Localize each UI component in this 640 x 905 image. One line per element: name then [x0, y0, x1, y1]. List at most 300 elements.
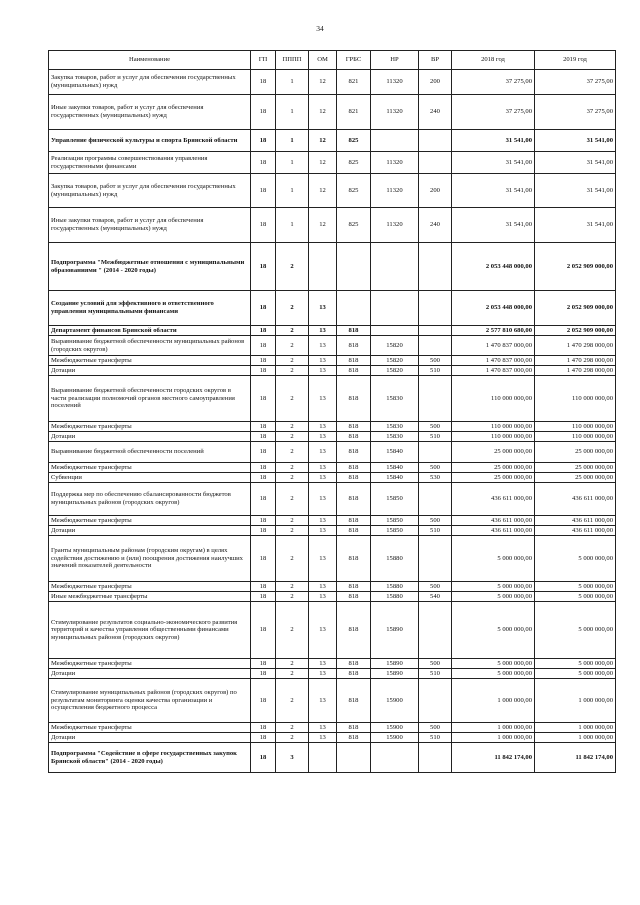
table-row: [49, 473, 616, 483]
table-row: [49, 602, 616, 659]
row-vr-cell: [419, 679, 452, 723]
row-grbs-cell: 818: [337, 659, 371, 669]
table-row: [49, 356, 616, 366]
col-header-gp: ГП: [251, 51, 276, 70]
col-header-2019: 2019 год: [535, 51, 616, 70]
row-pgp-cell: 2: [276, 669, 309, 679]
row-nr-cell: 15840: [371, 463, 419, 473]
row-name-cell: Управление физической культуры и спорта Брянской области: [49, 130, 251, 152]
row-2019-cell: 436 611 000,00: [535, 483, 616, 516]
row-grbs-cell: 821: [337, 70, 371, 95]
row-2018-cell: 2 577 810 680,00: [452, 326, 535, 336]
row-name-cell: Дотации: [49, 526, 251, 536]
row-name-cell: Дотации: [49, 366, 251, 376]
row-2018-cell: 1 470 837 000,00: [452, 356, 535, 366]
row-name-cell: Подпрограмма "Содействие в сфере государственных закупок Брянской области" (2014 - 2020 годы): [49, 743, 251, 773]
row-grbs-cell: 818: [337, 442, 371, 463]
row-2018-cell: 436 611 000,00: [452, 526, 535, 536]
row-grbs-cell: 818: [337, 356, 371, 366]
row-name-cell: Иные межбюджетные трансферты: [49, 592, 251, 602]
row-om-cell: 12: [309, 152, 337, 174]
row-pgp-cell: 2: [276, 733, 309, 743]
row-gp-cell: 18: [251, 473, 276, 483]
row-name-cell: Дотации: [49, 669, 251, 679]
row-2018-cell: 11 842 174,00: [452, 743, 535, 773]
row-om-cell: 13: [309, 483, 337, 516]
row-nr-cell: [371, 326, 419, 336]
row-gp-cell: 18: [251, 743, 276, 773]
row-gp-cell: 18: [251, 483, 276, 516]
row-pgp-cell: 2: [276, 536, 309, 582]
row-gp-cell: 18: [251, 432, 276, 442]
col-header-grbs: ГРБС: [337, 51, 371, 70]
row-gp-cell: 18: [251, 592, 276, 602]
row-nr-cell: [371, 243, 419, 291]
row-nr-cell: 15830: [371, 376, 419, 422]
row-name-cell: Стимулирование муниципальных районов (городских округов) по результатам мониторинга оценки качества организации и осуществления бюджетного процесса: [49, 679, 251, 723]
col-header-name: Наименование: [49, 51, 251, 70]
row-pgp-cell: 2: [276, 432, 309, 442]
row-grbs-cell: 818: [337, 422, 371, 432]
row-grbs-cell: 818: [337, 536, 371, 582]
row-2019-cell: 436 611 000,00: [535, 516, 616, 526]
row-2018-cell: 110 000 000,00: [452, 422, 535, 432]
row-nr-cell: 15840: [371, 442, 419, 463]
row-vr-cell: [419, 536, 452, 582]
row-name-cell: Гранты муниципальным районам (городским округам) в целях содействия достижению и (или) поощрения достижения наилучших значений показателей деятельности: [49, 536, 251, 582]
row-gp-cell: 18: [251, 243, 276, 291]
row-vr-cell: 510: [419, 733, 452, 743]
row-pgp-cell: 2: [276, 326, 309, 336]
table-row: [49, 536, 616, 582]
row-2019-cell: 1 470 298 000,00: [535, 336, 616, 356]
row-name-cell: Субвенции: [49, 473, 251, 483]
row-2018-cell: 5 000 000,00: [452, 669, 535, 679]
table-row: [49, 592, 616, 602]
row-gp-cell: 18: [251, 326, 276, 336]
row-vr-cell: [419, 442, 452, 463]
row-2019-cell: 31 541,00: [535, 208, 616, 243]
table-row: [49, 442, 616, 463]
table-row: [49, 516, 616, 526]
row-om-cell: 13: [309, 432, 337, 442]
row-vr-cell: 500: [419, 723, 452, 733]
table-row: [49, 526, 616, 536]
row-om-cell: 13: [309, 723, 337, 733]
row-2019-cell: 1 470 298 000,00: [535, 356, 616, 366]
table-row: [49, 208, 616, 243]
row-name-cell: Создание условий для эффективного и ответственного управления муниципальными финансами: [49, 291, 251, 326]
row-nr-cell: [371, 130, 419, 152]
table-row: [49, 582, 616, 592]
budget-table: [48, 50, 616, 773]
row-pgp-cell: 2: [276, 679, 309, 723]
row-pgp-cell: 1: [276, 174, 309, 208]
row-om-cell: 13: [309, 733, 337, 743]
row-gp-cell: 18: [251, 679, 276, 723]
table-row: [49, 366, 616, 376]
row-pgp-cell: 2: [276, 602, 309, 659]
row-gp-cell: 18: [251, 174, 276, 208]
row-om-cell: 13: [309, 592, 337, 602]
row-nr-cell: 15880: [371, 582, 419, 592]
row-grbs-cell: 818: [337, 366, 371, 376]
row-gp-cell: 18: [251, 669, 276, 679]
row-vr-cell: 500: [419, 582, 452, 592]
row-om-cell: 12: [309, 208, 337, 243]
row-om-cell: 13: [309, 291, 337, 326]
row-nr-cell: 15890: [371, 659, 419, 669]
row-vr-cell: [419, 483, 452, 516]
row-name-cell: Межбюджетные трансферты: [49, 516, 251, 526]
row-vr-cell: 200: [419, 70, 452, 95]
row-vr-cell: 530: [419, 473, 452, 483]
row-om-cell: 13: [309, 526, 337, 536]
row-vr-cell: 500: [419, 463, 452, 473]
row-nr-cell: 15850: [371, 483, 419, 516]
row-gp-cell: 18: [251, 659, 276, 669]
row-om-cell: 13: [309, 376, 337, 422]
row-name-cell: Поддержка мер по обеспечению сбалансированности бюджетов муниципальных районов (городских округов): [49, 483, 251, 516]
row-nr-cell: 15840: [371, 473, 419, 483]
row-2018-cell: 25 000 000,00: [452, 463, 535, 473]
table-row: [49, 422, 616, 432]
row-pgp-cell: 2: [276, 376, 309, 422]
row-name-cell: Выравнивание бюджетной обеспеченности городских округов в части реализации полномочий органов местного самоуправления поселений: [49, 376, 251, 422]
row-name-cell: Закупка товаров, работ и услуг для обеспечения государственных (муниципальных) нужд: [49, 174, 251, 208]
row-gp-cell: 18: [251, 723, 276, 733]
row-grbs-cell: 818: [337, 483, 371, 516]
row-vr-cell: 500: [419, 659, 452, 669]
row-2019-cell: 2 052 909 000,00: [535, 243, 616, 291]
row-pgp-cell: 1: [276, 70, 309, 95]
row-grbs-cell: 818: [337, 669, 371, 679]
row-2019-cell: 5 000 000,00: [535, 669, 616, 679]
row-nr-cell: 11320: [371, 152, 419, 174]
row-om-cell: 13: [309, 422, 337, 432]
row-name-cell: Межбюджетные трансферты: [49, 422, 251, 432]
col-header-om: ОМ: [309, 51, 337, 70]
row-pgp-cell: 2: [276, 463, 309, 473]
row-om-cell: 13: [309, 536, 337, 582]
row-grbs-cell: 825: [337, 130, 371, 152]
row-vr-cell: [419, 243, 452, 291]
row-om-cell: 13: [309, 679, 337, 723]
row-gp-cell: 18: [251, 376, 276, 422]
row-gp-cell: 18: [251, 733, 276, 743]
row-om-cell: 12: [309, 95, 337, 130]
table-header-row: [49, 51, 616, 70]
row-gp-cell: 18: [251, 70, 276, 95]
row-pgp-cell: 2: [276, 473, 309, 483]
row-2019-cell: 1 470 298 000,00: [535, 366, 616, 376]
table-row: [49, 463, 616, 473]
row-grbs-cell: 821: [337, 95, 371, 130]
row-grbs-cell: 818: [337, 473, 371, 483]
row-gp-cell: 18: [251, 516, 276, 526]
row-vr-cell: 510: [419, 669, 452, 679]
row-pgp-cell: 1: [276, 95, 309, 130]
row-nr-cell: [371, 743, 419, 773]
row-nr-cell: 15820: [371, 356, 419, 366]
table-row: [49, 743, 616, 773]
row-2019-cell: 2 052 909 000,00: [535, 291, 616, 326]
row-grbs-cell: 818: [337, 723, 371, 733]
row-gp-cell: 18: [251, 130, 276, 152]
row-2018-cell: 5 000 000,00: [452, 582, 535, 592]
row-2018-cell: 5 000 000,00: [452, 592, 535, 602]
row-pgp-cell: 2: [276, 659, 309, 669]
row-nr-cell: 11320: [371, 95, 419, 130]
page-number: 34: [316, 24, 324, 33]
row-om-cell: 12: [309, 174, 337, 208]
row-vr-cell: 540: [419, 592, 452, 602]
table-row: [49, 243, 616, 291]
row-2019-cell: 11 842 174,00: [535, 743, 616, 773]
row-grbs-cell: 818: [337, 432, 371, 442]
row-om-cell: 13: [309, 659, 337, 669]
row-2019-cell: 37 275,00: [535, 70, 616, 95]
row-vr-cell: [419, 376, 452, 422]
row-grbs-cell: 818: [337, 516, 371, 526]
row-name-cell: Выравнивание бюджетной обеспеченности муниципальных районов (городских округов): [49, 336, 251, 356]
table-row: [49, 326, 616, 336]
row-gp-cell: 18: [251, 152, 276, 174]
row-pgp-cell: 1: [276, 152, 309, 174]
row-vr-cell: 240: [419, 95, 452, 130]
row-2018-cell: 5 000 000,00: [452, 659, 535, 669]
row-grbs-cell: 818: [337, 582, 371, 592]
row-om-cell: 12: [309, 70, 337, 95]
row-nr-cell: 15890: [371, 669, 419, 679]
row-vr-cell: 500: [419, 422, 452, 432]
row-vr-cell: [419, 152, 452, 174]
row-2019-cell: 1 000 000,00: [535, 723, 616, 733]
row-name-cell: Закупка товаров, работ и услуг для обеспечения государственных (муниципальных) нужд: [49, 70, 251, 95]
row-grbs-cell: 818: [337, 592, 371, 602]
table-row: [49, 336, 616, 356]
row-2019-cell: 1 000 000,00: [535, 679, 616, 723]
row-2019-cell: 25 000 000,00: [535, 473, 616, 483]
row-om-cell: 13: [309, 516, 337, 526]
row-2018-cell: 37 275,00: [452, 70, 535, 95]
row-2018-cell: 1 000 000,00: [452, 679, 535, 723]
row-2019-cell: 436 611 000,00: [535, 526, 616, 536]
row-nr-cell: 11320: [371, 208, 419, 243]
row-gp-cell: 18: [251, 602, 276, 659]
row-gp-cell: 18: [251, 356, 276, 366]
row-vr-cell: 510: [419, 526, 452, 536]
row-vr-cell: [419, 336, 452, 356]
row-name-cell: Выравнивание бюджетной обеспеченности поселений: [49, 442, 251, 463]
row-gp-cell: 18: [251, 208, 276, 243]
row-gp-cell: 18: [251, 366, 276, 376]
row-grbs-cell: 818: [337, 336, 371, 356]
row-gp-cell: 18: [251, 582, 276, 592]
table-row: [49, 152, 616, 174]
col-header-pgp: ПППП: [276, 51, 309, 70]
table-row: [49, 659, 616, 669]
row-nr-cell: 11320: [371, 174, 419, 208]
row-nr-cell: 15900: [371, 679, 419, 723]
table-row: [49, 723, 616, 733]
row-grbs-cell: 825: [337, 208, 371, 243]
row-name-cell: Иные закупки товаров, работ и услуг для обеспечения государственных (муниципальных) нужд: [49, 208, 251, 243]
row-pgp-cell: 2: [276, 356, 309, 366]
row-pgp-cell: 2: [276, 592, 309, 602]
row-nr-cell: 11320: [371, 70, 419, 95]
row-pgp-cell: 2: [276, 582, 309, 592]
row-2018-cell: 31 541,00: [452, 174, 535, 208]
row-om-cell: 13: [309, 463, 337, 473]
row-nr-cell: 15880: [371, 536, 419, 582]
row-vr-cell: [419, 602, 452, 659]
row-pgp-cell: 2: [276, 516, 309, 526]
row-2018-cell: 5 000 000,00: [452, 536, 535, 582]
row-grbs-cell: 818: [337, 376, 371, 422]
row-grbs-cell: 818: [337, 326, 371, 336]
table-row: [49, 174, 616, 208]
table-row: [49, 679, 616, 723]
row-2018-cell: 31 541,00: [452, 130, 535, 152]
row-2019-cell: 110 000 000,00: [535, 432, 616, 442]
row-om-cell: [309, 243, 337, 291]
row-2019-cell: 1 000 000,00: [535, 733, 616, 743]
row-name-cell: Подпрограмма "Межбюджетные отношения с муниципальными образованиями " (2014 - 2020 годы): [49, 243, 251, 291]
row-grbs-cell: 825: [337, 152, 371, 174]
row-vr-cell: 500: [419, 356, 452, 366]
table-row: [49, 669, 616, 679]
row-2019-cell: 110 000 000,00: [535, 422, 616, 432]
row-nr-cell: 15820: [371, 366, 419, 376]
row-vr-cell: [419, 130, 452, 152]
row-2019-cell: 2 052 909 000,00: [535, 326, 616, 336]
row-grbs-cell: [337, 243, 371, 291]
row-pgp-cell: 2: [276, 723, 309, 733]
row-nr-cell: 15880: [371, 592, 419, 602]
row-gp-cell: 18: [251, 526, 276, 536]
row-vr-cell: [419, 326, 452, 336]
row-2018-cell: 436 611 000,00: [452, 516, 535, 526]
row-2018-cell: 37 275,00: [452, 95, 535, 130]
row-grbs-cell: 818: [337, 733, 371, 743]
row-grbs-cell: 825: [337, 174, 371, 208]
row-nr-cell: 15850: [371, 516, 419, 526]
row-vr-cell: [419, 743, 452, 773]
col-header-nr: НР: [371, 51, 419, 70]
row-om-cell: 13: [309, 582, 337, 592]
row-gp-cell: 18: [251, 536, 276, 582]
row-grbs-cell: 818: [337, 602, 371, 659]
row-nr-cell: 15830: [371, 432, 419, 442]
row-2018-cell: 31 541,00: [452, 152, 535, 174]
row-vr-cell: [419, 291, 452, 326]
row-om-cell: 13: [309, 669, 337, 679]
row-2019-cell: 25 000 000,00: [535, 463, 616, 473]
col-header-vr: ВР: [419, 51, 452, 70]
row-gp-cell: 18: [251, 291, 276, 326]
row-2019-cell: 5 000 000,00: [535, 659, 616, 669]
row-gp-cell: 18: [251, 95, 276, 130]
row-nr-cell: 15820: [371, 336, 419, 356]
table-row: [49, 733, 616, 743]
row-name-cell: Межбюджетные трансферты: [49, 659, 251, 669]
row-nr-cell: 15890: [371, 602, 419, 659]
table-row: [49, 130, 616, 152]
row-name-cell: Межбюджетные трансферты: [49, 582, 251, 592]
row-2018-cell: 110 000 000,00: [452, 432, 535, 442]
row-pgp-cell: 2: [276, 483, 309, 516]
row-pgp-cell: 2: [276, 336, 309, 356]
row-gp-cell: 18: [251, 336, 276, 356]
row-om-cell: [309, 743, 337, 773]
row-nr-cell: [371, 291, 419, 326]
table-row: [49, 291, 616, 326]
row-2018-cell: 110 000 000,00: [452, 376, 535, 422]
table-row: [49, 70, 616, 95]
row-2018-cell: 1 000 000,00: [452, 723, 535, 733]
row-2018-cell: 1 470 837 000,00: [452, 366, 535, 376]
row-2019-cell: 31 541,00: [535, 152, 616, 174]
row-name-cell: Межбюджетные трансферты: [49, 463, 251, 473]
row-pgp-cell: 1: [276, 130, 309, 152]
row-gp-cell: 18: [251, 442, 276, 463]
row-2019-cell: 31 541,00: [535, 174, 616, 208]
row-2018-cell: 2 053 448 000,00: [452, 291, 535, 326]
row-nr-cell: 15900: [371, 733, 419, 743]
row-2019-cell: 5 000 000,00: [535, 582, 616, 592]
row-2018-cell: 1 000 000,00: [452, 733, 535, 743]
row-2019-cell: 110 000 000,00: [535, 376, 616, 422]
row-pgp-cell: 2: [276, 291, 309, 326]
row-2019-cell: 5 000 000,00: [535, 602, 616, 659]
row-vr-cell: 200: [419, 174, 452, 208]
row-pgp-cell: 2: [276, 526, 309, 536]
row-nr-cell: 15900: [371, 723, 419, 733]
col-header-2018: 2018 год: [452, 51, 535, 70]
row-name-cell: Иные закупки товаров, работ и услуг для обеспечения государственных (муниципальных) нужд: [49, 95, 251, 130]
row-2018-cell: 25 000 000,00: [452, 473, 535, 483]
row-name-cell: Реализация программы совершенствования управления государственными финансами: [49, 152, 251, 174]
row-2019-cell: 37 275,00: [535, 95, 616, 130]
row-om-cell: 13: [309, 336, 337, 356]
row-vr-cell: 240: [419, 208, 452, 243]
row-om-cell: 13: [309, 326, 337, 336]
table-row: [49, 432, 616, 442]
row-pgp-cell: 2: [276, 422, 309, 432]
row-2019-cell: 31 541,00: [535, 130, 616, 152]
row-gp-cell: 18: [251, 463, 276, 473]
row-2019-cell: 5 000 000,00: [535, 536, 616, 582]
row-gp-cell: 18: [251, 422, 276, 432]
row-pgp-cell: 2: [276, 442, 309, 463]
table-row: [49, 95, 616, 130]
row-vr-cell: 510: [419, 366, 452, 376]
row-name-cell: Департамент финансов Брянской области: [49, 326, 251, 336]
row-om-cell: 13: [309, 602, 337, 659]
row-2018-cell: 25 000 000,00: [452, 442, 535, 463]
row-2018-cell: 31 541,00: [452, 208, 535, 243]
row-grbs-cell: [337, 743, 371, 773]
row-grbs-cell: 818: [337, 679, 371, 723]
row-2018-cell: 436 611 000,00: [452, 483, 535, 516]
row-2018-cell: 2 053 448 000,00: [452, 243, 535, 291]
row-2019-cell: 25 000 000,00: [535, 442, 616, 463]
table-row: [49, 376, 616, 422]
row-grbs-cell: [337, 291, 371, 326]
row-2018-cell: 5 000 000,00: [452, 602, 535, 659]
row-name-cell: Дотации: [49, 432, 251, 442]
